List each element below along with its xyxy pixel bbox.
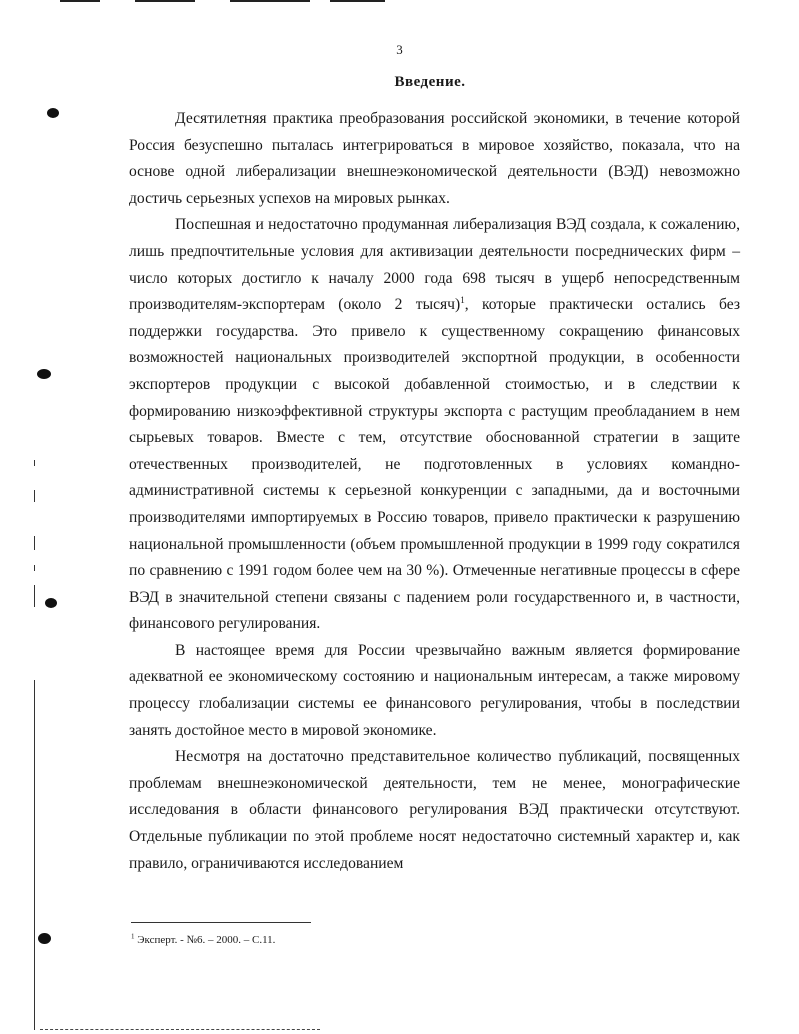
page-number: 3: [396, 42, 403, 57]
paragraph-text: , которые практически остались без поддержки государства. Это привело к существенному сокращению финансовых возможностей национальных производителей экспортной продукции, в особенности экспортеров продукции с высокой добавленной стоимостью, и в следствии к формированию низкоэффективной структуры экспорта с растущим преобладанием в нем сырьевых товаров. Вместе с тем, отсутствие обоснованной стратегии в защите отечественных производителей, не подготовленных в условиях командно-административной системы к серьезной конкуренции с западными, да и восточными производителями импортируемых в Россию товаров, привело практически к разрушению национальной промышленности (объем промышленной продукции в 1999 году сократился по сравнению с 1991 годом более чем на 30 %). Отмеченные негативные процессы в сфере ВЭД в значительной степени связаны с падением роли государственного и, в частности, финансового регулирования.: [129, 296, 740, 633]
scan-artifact: [34, 536, 35, 550]
scan-artifact: [34, 565, 35, 571]
body-text: [129, 106, 740, 877]
footnote-marker: 1: [131, 932, 135, 941]
scan-artifact: [34, 490, 35, 502]
punch-hole-mark: [47, 108, 59, 118]
punch-hole-mark: [45, 598, 57, 608]
scan-artifact: [34, 460, 35, 466]
footnote: [131, 934, 275, 946]
scan-artifact: [34, 680, 35, 1030]
footnote-text: Эксперт. - №6. – 2000. – С.11.: [134, 934, 276, 946]
section-heading: Введение.: [394, 74, 466, 90]
scan-artifact: [135, 0, 195, 2]
scan-artifact: [330, 0, 385, 2]
paragraph: Несмотря на достаточно представительное количество публикаций, посвященных проблемам внешнеэкономической деятельности, тем не менее, монографические исследования в области финансового регулирования ВЭД практически отсутствуют. Отдельные публикации по этой проблеме носят недостаточно системный характер и, как правило, ограничиваются исследованием: [129, 748, 740, 872]
scan-artifact: [60, 0, 100, 2]
punch-hole-mark: [38, 933, 51, 944]
paragraph-text: Поспешная и недостаточно продуманная либерализация ВЭД создала, к сожалению, лишь предпочтительные условия для активизации деятельности посреднических фирм – число которых достигло к началу 2000 года 698 тысяч в ущерб непосредственным производителям-экспортерам (около 2 тысяч): [129, 216, 740, 314]
paragraph: В настоящее время для России чрезвычайно важным является формирование адекватной ее экономическому состоянию и национальным интересам, а также мировому процессу глобализации системы ее финансового регулирования, чтобы в последствии занять достойное место в мировой экономике.: [129, 641, 740, 739]
footnote-reference[interactable]: 1: [460, 294, 465, 305]
paragraph: Десятилетняя практика преобразования российской экономики, в течение которой Россия безуспешно пыталась интегрироваться в мировое хозяйство, показала, что на основе одной либерализации внешнеэкономической деятельности (ВЭД) невозможно достичь серьезных успехов на мировых рынках.: [129, 110, 740, 207]
footnote-divider: [131, 922, 311, 923]
scan-artifact: [230, 0, 310, 2]
scan-artifact: [40, 1029, 320, 1030]
paragraph: [129, 212, 740, 638]
scan-artifact: [34, 585, 35, 607]
punch-hole-mark: [37, 369, 51, 379]
